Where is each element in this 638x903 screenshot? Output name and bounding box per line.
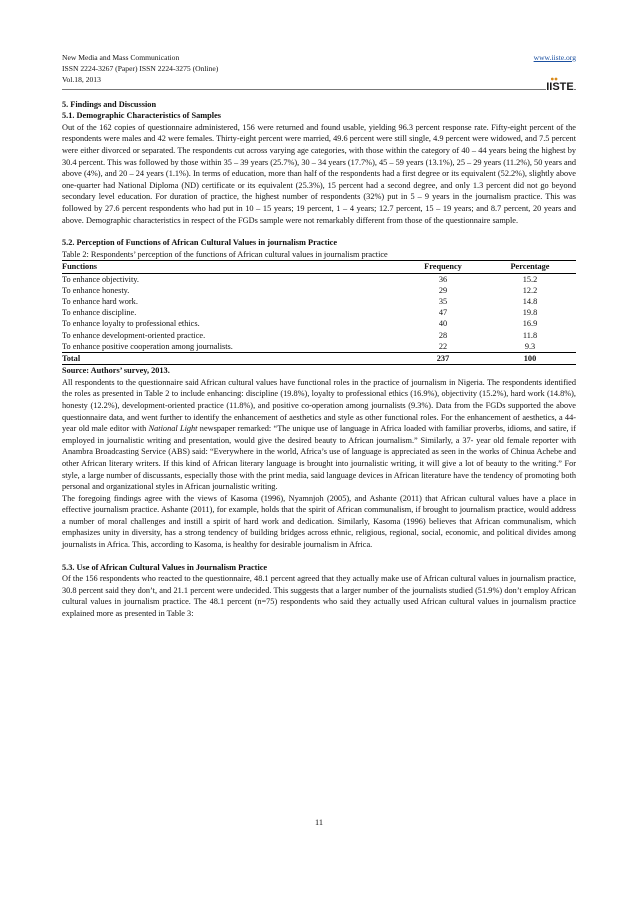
row-function: To enhance honesty. [62,285,130,295]
iiste-logo-icon [546,76,574,94]
subsection-heading-5-3: 5.3. Use of African Cultural Values in Journalism Practice [62,562,268,572]
table-row [62,285,576,296]
page-number: 11 [315,818,323,827]
row-percentage: 14.8 [522,296,538,306]
paragraph-functions-part2: newspaper remarked: “The unique use of language in Africa loaded with familiar proverbs, idioms, and satire, if employed in journalistic writing and presentation, would give the desired beauty to African journalism.” Similarly, a 37- year old female reporter with Anambra Broadcasting Service (ABS) said: “Everywhere in the world, Africa’s use of language is appreciated as seen in the works of Chinua Achebe and other African literary writers. If this kind of African literary language is brought into journalistic writing, it will give a lot of beauty to the writing.” For style, a large number of discussants, especially those with the print media, said language devices in African literature have the tendency of promoting both personal and organizational styles in African journalistic writing. [62,424,576,492]
svg-text:IISTE: IISTE [546,81,574,93]
table-header-row [62,261,576,273]
paragraph-functions [62,377,576,493]
row-percentage: 19.8 [522,308,538,318]
row-function: To enhance development-oriented practice. [62,330,206,340]
article-body [62,99,576,620]
row-frequency: 36 [438,274,448,284]
row-percentage: 9.3 [524,341,536,351]
header-frequency: Frequency [424,262,462,272]
row-frequency: 22 [438,341,448,351]
running-header [62,52,576,93]
row-frequency: 29 [438,285,448,295]
table-row [62,341,576,353]
volume-line: Vol.18, 2013 [62,75,101,85]
newspaper-name: National Light [148,424,198,434]
table-caption: Table 2: Respondents’ perception of the functions of African cultural values in journalism practice [62,249,388,259]
table-row [62,318,576,329]
journal-name: New Media and Mass Communication [62,53,180,62]
row-frequency: 40 [438,319,448,329]
total-label: Total [62,353,81,363]
table-total-row [62,352,576,364]
functions-table [62,260,576,365]
header-functions: Functions [62,262,98,272]
paragraph-use: Of the 156 respondents who reacted to the questionnaire, 48.1 percent agreed that they actually make use of African cultural values in journalism practice, 30.8 percent said they don’t, and 21.1 percent were undecided. This suggests that a larger number of the journalists studied (51.9%) don’t employ African cultural values in journalism practice. The 48.1 percent (n=75) respondents who said they actually used African cultural values in journalism practice explained more as presented in Table 3: [62,574,576,619]
row-percentage: 16.9 [522,319,538,329]
table-row [62,296,576,307]
paragraph-functions-part1: All respondents to the questionnaire said African cultural values have functional roles in the practice of journalism in Nigeria. The respondents identified the roles as presented in Table 2 to include enhancing: discipline (19.8%), loyalty to professional ethics (16.9%), objectivity (15.2%), hard work (14.8%), honesty (12.2%), development-oriented practice (11.8%), and positive co-operation among journalists (9.3%). Data from the FGDs supported the above questionnaire data, and went further to identify the enhancement of aesthetics and style as other functional roles. For the enhancement of aesthetics, a 44-year old male editor with [62,377,576,434]
table-source: Source: Authors’ survey, 2013. [62,366,170,376]
row-function: To enhance objectivity. [62,274,139,284]
paragraph-literature: The foregoing findings agree with the views of Kasoma (1996), Nyamnjoh (2005), and Ashante (2011) that African cultural values have a place in effective journalism practice. Ashante (2011), for example, holds that the spirit of African communalism, if brought to journalism practice, would address a number of moral challenges and instill a spirit of hard work and dedication. Similarly, Kasoma (1996) believes that African communalism, which emphasizes unity in diversity, has a strong tendency of building bridges across ethnic, religious, regional, social, economic, and political divides among journalists in Africa. This, according to Kasoma, is healthy for desirable journalism in Africa. [62,493,576,550]
journal-url-link[interactable]: www.iiste.org [533,53,576,62]
subsection-heading-5-1: 5.1. Demographic Characteristics of Samples [62,111,221,121]
section-heading: 5. Findings and Discussion [62,99,157,109]
table-row [62,330,576,341]
page-content [62,52,576,620]
row-frequency: 28 [438,330,448,340]
row-frequency: 47 [438,308,448,318]
row-function: To enhance hard work. [62,296,138,306]
header-percentage: Percentage [510,262,550,272]
total-percentage: 100 [523,353,537,363]
row-percentage: 11.8 [522,330,538,340]
paragraph-demographics: Out of the 162 copies of questionnaire administered, 156 were returned and found usable, yielding 96.3 percent response rate. Fifty-eight percent of the respondents were males and 42 were females. Thirty-eight percent were married, 49.6 percent were still single, 4.9 percent were widowed, and 7.5 percent were either divorced or separated. The respondents cut across varying age categories, with those within the category of 40 – 44 years being the highest by 30.4 percent. This was followed by those within 35 – 39 years (25.7%), 30 – 34 years (17.7%), 45 – 59 years (13.1%), 25 – 29 years (11.2%), 50 years and above (4%), and 20 – 24 years (1.1%). In terms of education, more than half of the respondents had a first degree or its equivalent (52.2%), slightly above one-quarter had National Diploma (ND) certificate or its equivalent (25.3%), 15 percent had a second degree, and only 1.3 percent did not go beyond secondary level education. For duration of practice, the highest number of respondents (32%) put in 5 – 9 years in the journalism practice. This was followed by 27.6 percent respondents who had put in 10 – 15 years; 19 percent, 1 – 4 years; 12.7 percent, 15 – 19 years; and 8.7 percent, 20 years and above. Demographic characteristics in respect of the FGDs sample were not remarkably different from those of the questionnaire sample. [62,122,576,225]
row-percentage: 15.2 [522,274,538,284]
issn-line: ISSN 2224-3267 (Paper) ISSN 2224-3275 (Online) [62,64,219,74]
subsection-heading-5-2: 5.2. Perception of Functions of African Cultural Values in journalism Practice [62,238,338,248]
row-function: To enhance discipline. [62,308,137,318]
row-function: To enhance loyalty to professional ethics. [62,319,200,329]
row-percentage: 12.2 [522,285,538,295]
header-rule [62,89,576,90]
row-frequency: 35 [438,296,448,306]
table-row [62,273,576,285]
table-row [62,307,576,318]
row-function: To enhance positive cooperation among journalists. [62,341,233,351]
total-frequency: 237 [436,353,450,363]
